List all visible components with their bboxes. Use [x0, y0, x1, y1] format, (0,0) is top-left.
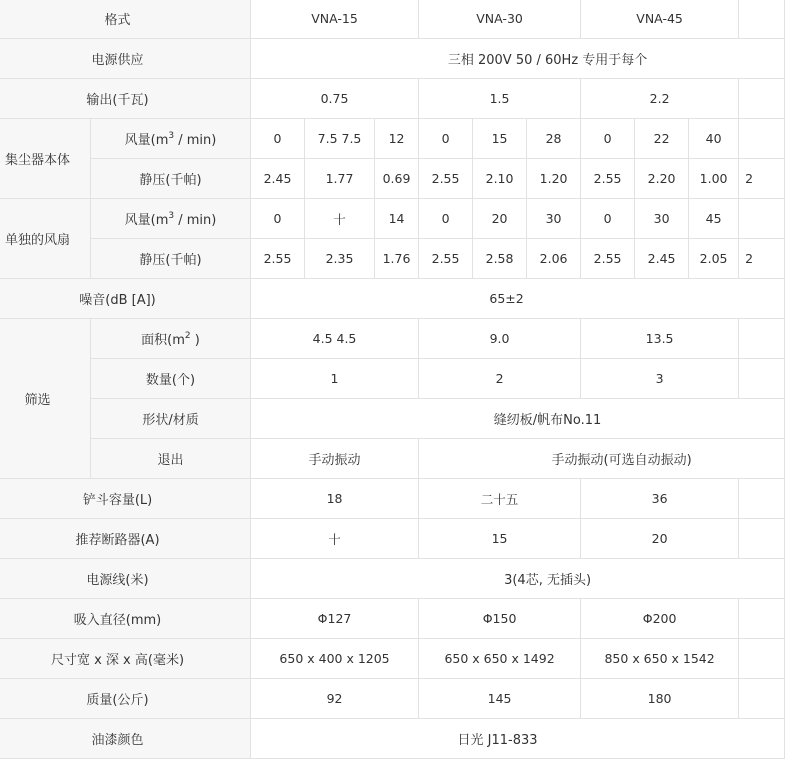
fan-pressure-value: 2.45 — [635, 239, 689, 279]
collector-airflow-value: 40 — [689, 119, 739, 159]
hopper-vna45: 36 — [581, 479, 739, 519]
collector-airflow-value: 0 — [251, 119, 305, 159]
paint-row — [0, 719, 785, 759]
output-vna30: 1.5 — [419, 79, 581, 119]
collector-pressure-label: 静压(千帕) — [91, 159, 251, 199]
dimensions-extra — [739, 639, 785, 679]
collector-airflow-row — [0, 119, 785, 159]
output-vna45: 2.2 — [581, 79, 739, 119]
breaker-row — [0, 519, 785, 559]
fan-group-label: 单独的风扇 — [0, 199, 91, 279]
dimensions-vna45: 850 x 650 x 1542 — [581, 639, 739, 679]
fan-airflow-value: 十 — [305, 199, 375, 239]
power-supply-row — [0, 39, 785, 79]
model-vna15: VNA-15 — [251, 0, 419, 39]
collector-airflow-value: 22 — [635, 119, 689, 159]
fan-pressure-value: 2.06 — [527, 239, 581, 279]
suction-label: 吸入直径(mm) — [0, 599, 251, 639]
header-row — [0, 0, 785, 39]
collector-airflow-value: 28 — [527, 119, 581, 159]
suction-vna15: Φ127 — [251, 599, 419, 639]
paint-label: 油漆颜色 — [0, 719, 251, 759]
fan-airflow-extra — [739, 199, 785, 239]
collector-pressure-value: 2.10 — [473, 159, 527, 199]
fan-pressure-value: 2.35 — [305, 239, 375, 279]
hopper-vna15: 18 — [251, 479, 419, 519]
dimensions-vna30: 650 x 650 x 1492 — [419, 639, 581, 679]
breaker-vna15: 十 — [251, 519, 419, 559]
filter-area-vna15: 4.5 4.5 — [251, 319, 419, 359]
filter-material-row — [0, 399, 785, 439]
filter-area-row — [0, 319, 785, 359]
filter-material-value: 缝纫板/帆布No.11 — [251, 399, 785, 439]
filter-count-vna45: 3 — [581, 359, 739, 399]
collector-pressure-row — [0, 159, 785, 199]
fan-airflow-value: 30 — [527, 199, 581, 239]
collector-pressure-value: 1.20 — [527, 159, 581, 199]
fan-pressure-value: 2.55 — [419, 239, 473, 279]
filter-count-extra — [739, 359, 785, 399]
power-supply-label: 电源供应 — [0, 39, 251, 79]
suction-vna30: Φ150 — [419, 599, 581, 639]
mass-vna15: 92 — [251, 679, 419, 719]
filter-count-vna30: 2 — [419, 359, 581, 399]
filter-exit-other: 手动振动(可选自动振动) — [419, 439, 785, 479]
filter-count-row — [0, 359, 785, 399]
fan-pressure-value: 2.05 — [689, 239, 739, 279]
fan-pressure-value: 2.55 — [581, 239, 635, 279]
collector-airflow-value: 12 — [375, 119, 419, 159]
fan-pressure-value: 2.55 — [251, 239, 305, 279]
filter-exit-vna15: 手动振动 — [251, 439, 419, 479]
collector-pressure-value: 1.00 — [689, 159, 739, 199]
header-label: 格式 — [0, 0, 251, 39]
breaker-extra — [739, 519, 785, 559]
fan-airflow-label: 风量$(m^3 / \min)$ — [91, 199, 251, 239]
collector-pressure-value: 2 — [739, 159, 785, 199]
mass-extra — [739, 679, 785, 719]
collector-pressure-value: 1.77 — [305, 159, 375, 199]
power-cord-row — [0, 559, 785, 599]
breaker-label: 推荐断路器(A) — [0, 519, 251, 559]
output-row — [0, 79, 785, 119]
collector-pressure-value: 2.20 — [635, 159, 689, 199]
suction-row — [0, 599, 785, 639]
collector-group-label: 集尘器本体 — [0, 119, 91, 199]
collector-airflow-label: 风量$(m^3 / \min)$ — [91, 119, 251, 159]
dimensions-label: 尺寸宽 x 深 x 高(毫米) — [0, 639, 251, 679]
extra-model-cell — [739, 0, 785, 39]
power-cord-value: 3(4芯, 无插头) — [251, 559, 785, 599]
model-vna45: VNA-45 — [581, 0, 739, 39]
collector-pressure-value: 2.55 — [419, 159, 473, 199]
noise-value: 65±2 — [251, 279, 785, 319]
filter-area-label: 面积($m^2$ ) — [91, 319, 251, 359]
filter-count-label: 数量(个) — [91, 359, 251, 399]
mass-vna45: 180 — [581, 679, 739, 719]
breaker-vna30: 15 — [419, 519, 581, 559]
output-extra — [739, 79, 785, 119]
fan-pressure-value: 2 — [739, 239, 785, 279]
collector-pressure-value: 2.45 — [251, 159, 305, 199]
fan-pressure-value: 1.76 — [375, 239, 419, 279]
filter-area-vna30: 9.0 — [419, 319, 581, 359]
hopper-vna30: 二十五 — [419, 479, 581, 519]
collector-airflow-value: 7.5 7.5 — [305, 119, 375, 159]
fan-airflow-value: 14 — [375, 199, 419, 239]
collector-pressure-value: 2.55 — [581, 159, 635, 199]
noise-label: 噪音(dB [A]) — [0, 279, 251, 319]
fan-pressure-value: 2.58 — [473, 239, 527, 279]
mass-vna30: 145 — [419, 679, 581, 719]
fan-airflow-row — [0, 199, 785, 239]
fan-pressure-row — [0, 239, 785, 279]
paint-value: 日光 J11-833 — [251, 719, 785, 759]
power-cord-label: 电源线(米) — [0, 559, 251, 599]
collector-airflow-value: 0 — [581, 119, 635, 159]
fan-airflow-value: 45 — [689, 199, 739, 239]
fan-airflow-value: 0 — [251, 199, 305, 239]
filter-exit-label: 退出 — [91, 439, 251, 479]
output-label: 输出(千瓦) — [0, 79, 251, 119]
collector-airflow-value: 0 — [419, 119, 473, 159]
noise-row — [0, 279, 785, 319]
filter-area-vna45: 13.5 — [581, 319, 739, 359]
model-vna30: VNA-30 — [419, 0, 581, 39]
collector-airflow-value: 15 — [473, 119, 527, 159]
mass-row — [0, 679, 785, 719]
filter-exit-row — [0, 439, 785, 479]
hopper-row — [0, 479, 785, 519]
filter-area-extra — [739, 319, 785, 359]
suction-vna45: Φ200 — [581, 599, 739, 639]
filter-count-vna15: 1 — [251, 359, 419, 399]
dimensions-row — [0, 639, 785, 679]
breaker-vna45: 20 — [581, 519, 739, 559]
fan-pressure-label: 静压(千帕) — [91, 239, 251, 279]
suction-extra — [739, 599, 785, 639]
fan-airflow-value: 30 — [635, 199, 689, 239]
fan-airflow-value: 20 — [473, 199, 527, 239]
output-vna15: 0.75 — [251, 79, 419, 119]
power-supply-value: 三相 200V 50 / 60Hz 专用于每个 — [251, 39, 785, 79]
collector-pressure-value: 0.69 — [375, 159, 419, 199]
hopper-label: 铲斗容量(L) — [0, 479, 251, 519]
fan-airflow-value: 0 — [581, 199, 635, 239]
filter-material-label: 形状/材质 — [91, 399, 251, 439]
fan-airflow-value: 0 — [419, 199, 473, 239]
hopper-extra — [739, 479, 785, 519]
dimensions-vna15: 650 x 400 x 1205 — [251, 639, 419, 679]
mass-label: 质量(公斤) — [0, 679, 251, 719]
collector-airflow-extra — [739, 119, 785, 159]
filter-group-label: 筛选 — [0, 319, 91, 479]
